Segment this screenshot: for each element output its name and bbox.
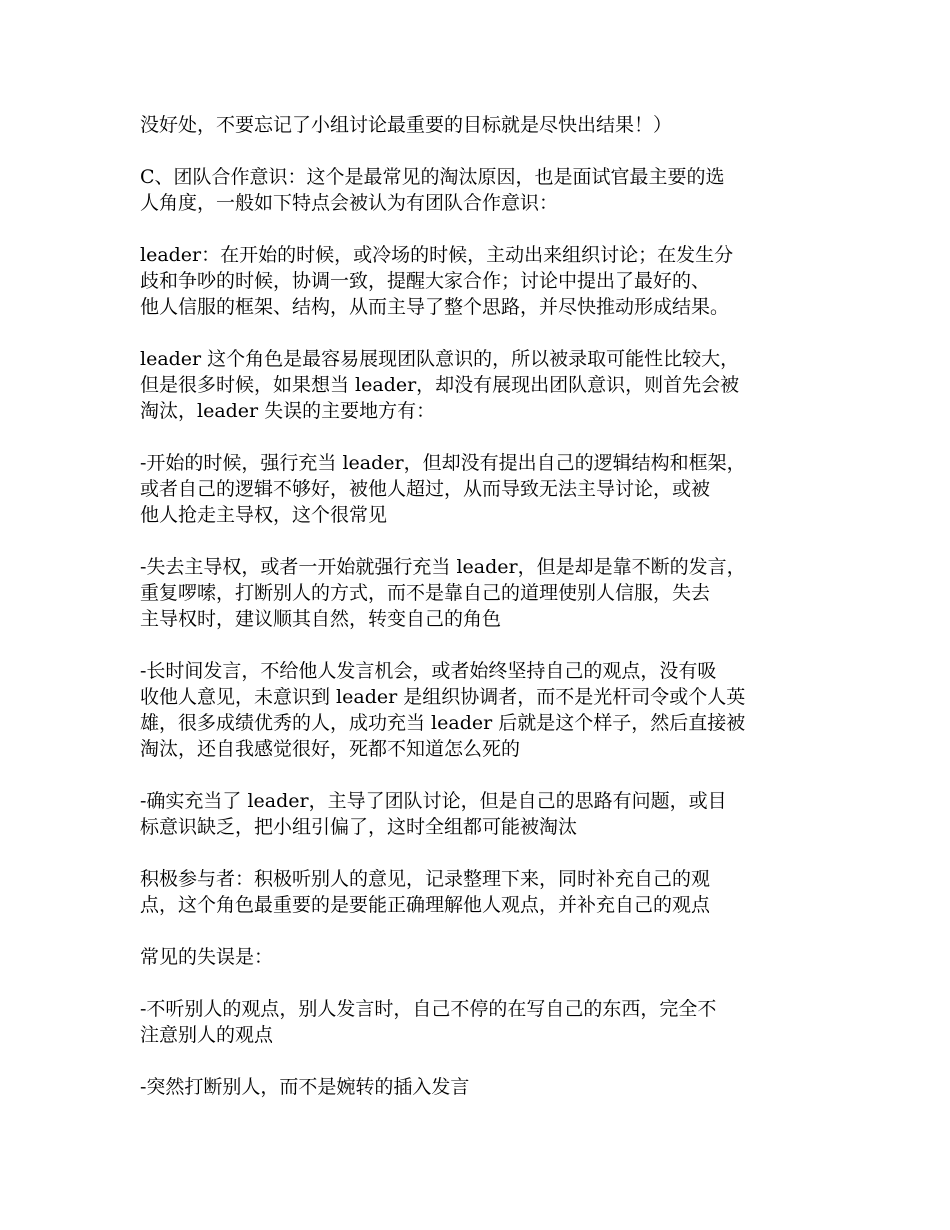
paragraph-leader-mistake-1: -开始的时候，强行充当 leader，但却没有提出自己的逻辑结构和框架， 或者自己的逻辑不够好，被他人超过，从而导致无法主导讨论，或被 他人抢走主导权，这个很常见 [140, 452, 746, 526]
paragraph-leader-definition: leader：在开始的时候，或冷场的时候，主动出来组织讨论；在发生分 歧和争吵的时候，协调一致，提醒大家合作；讨论中提出了最好的、 他人信服的框架、结构，从而主导了整个思路，并尽快推动形成结果。 [140, 244, 734, 318]
paragraph-leader-risks: leader 这个角色是最容易展现团队意识的，所以被录取可能性比较大， 但是很多时候，如果想当 leader，却没有展现出团队意识，则首先会被 淘汰，leader 失误的主要地方有： [140, 348, 740, 422]
paragraph-teamwork-awareness: C、团队合作意识：这个是最常见的淘汰原因，也是面试官最主要的选 人角度，一般如下特点会被认为有团队合作意识： [140, 166, 725, 214]
paragraph-participant-mistake-2: -突然打断别人，而不是婉转的插入发言 [140, 1076, 470, 1098]
paragraph-leader-mistake-2: -失去主导权，或者一开始就强行充当 leader，但是却是靠不断的发言， 重复啰嗦，打断别人的方式，而不是靠自己的道理使别人信服，失去 主导权时，建议顺其自然，转变自己的角色 [140, 556, 746, 630]
paragraph-no-benefit: 没好处，不要忘记了小组讨论最重要的目标就是尽快出结果！） [140, 114, 673, 136]
paragraph-leader-mistake-3: -长时间发言，不给他人发言机会，或者始终坚持自己的观点，没有吸 收他人意见，未意识到 leader 是组织协调者，而不是光杆司令或个人英 雄，很多成绩优秀的人，成功充当 leader 后就是这个样子，然后直接被 淘汰，还自我感觉很好，死都不知道怎么死的 [140, 660, 746, 760]
paragraph-participant-mistake-1: -不听别人的观点，别人发言时，自己不停的在写自己的东西，完全不 注意别人的观点 [140, 998, 717, 1046]
paragraph-leader-mistake-4: -确实充当了 leader，主导了团队讨论，但是自己的思路有问题，或目 标意识缺乏，把小组引偏了，这时全组都可能被淘汰 [140, 790, 727, 838]
paragraph-active-participant: 积极参与者：积极听别人的意见，记录整理下来，同时补充自己的观 点，这个角色最重要的是要能正确理解他人观点，并补充自己的观点 [140, 868, 711, 916]
paragraph-common-mistakes-heading: 常见的失误是： [140, 946, 274, 968]
document-body [140, 112, 830, 1126]
